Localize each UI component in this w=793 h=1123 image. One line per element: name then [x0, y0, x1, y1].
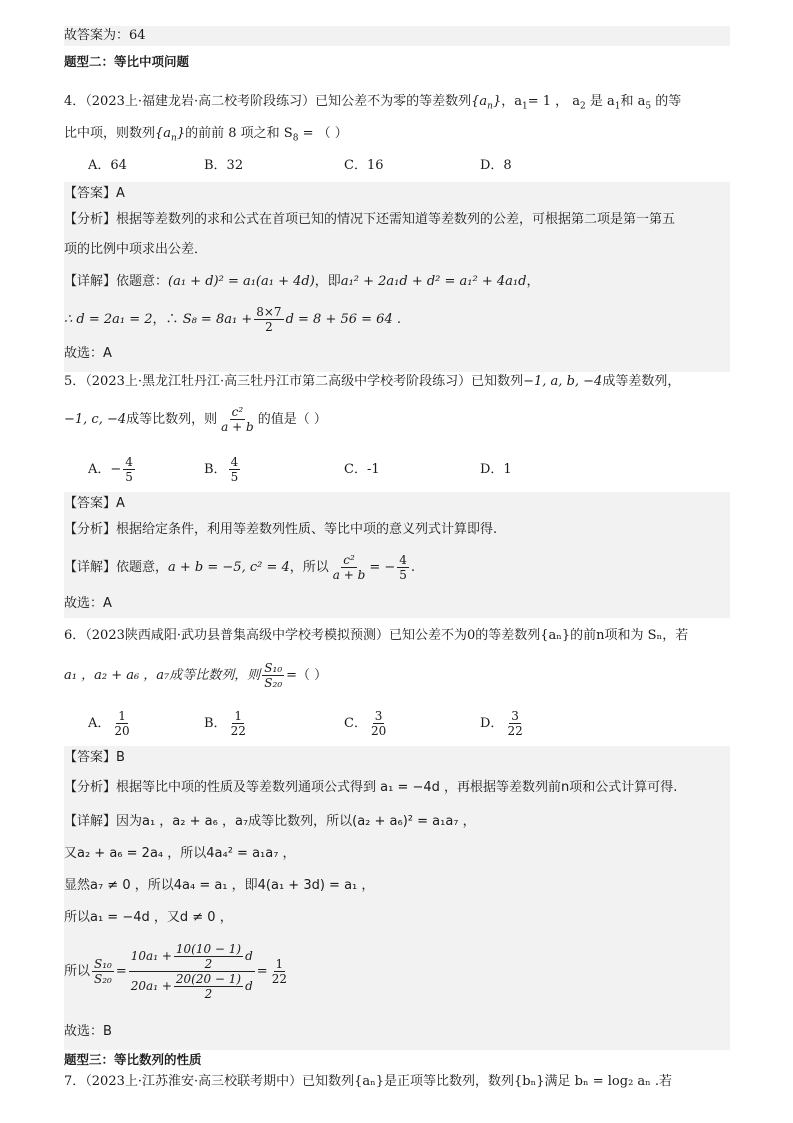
detail-line5: 所以 $\frac{\text{S₁₀}}{\text{S₂₀}}$ = 10a₁ + $\frac{10(10 - 1)}{2}$ d 20a₁ + $\frac{20(20 - 1)}{2}$ d = $\frac{1}{22}$: [64, 942, 287, 1001]
detail-line1: 【详解】因为a₁ ，a₂ + a₆ ，a₇成等比数列，所以(a₂ + a₆)² = a₁a₇ ，: [64, 814, 476, 829]
analysis-line2: 项的比例中项求出公差．: [64, 242, 208, 257]
option-b[interactable]: B．32: [204, 158, 244, 173]
answer-label: 【答案】A: [64, 496, 125, 511]
option-b[interactable]: B． $\frac{4}{5}$: [204, 455, 239, 484]
detail-line: 【详解】依题意，a + b = −5, c² = 4，所以 $\frac{\text{c²}}{a + b}$ = − $\frac{4}{5}$ .: [64, 553, 416, 582]
question-6-solution: [64, 746, 730, 1050]
question-6-line2: a₁ ，a₂ + a₆ ，a₇成等比数列，则 $\frac{\text{S₁₀}}{\text{S₂₀}}$ =（ ）: [64, 661, 328, 690]
option-c[interactable]: C．-1: [344, 462, 380, 477]
detail-line2: 又a₂ + a₆ = 2a₄ ，所以4a₄² = a₁a₇ ，: [64, 846, 296, 861]
option-c[interactable]: C． $\frac{3}{20}$: [344, 709, 387, 738]
section-title-3: 题型三：等比数列的性质: [64, 1052, 202, 1067]
question-4-options: [64, 156, 730, 176]
choose-line: 故选：A: [64, 596, 112, 611]
question-5-line1: 5．（2023上·黑龙江牡丹江·高三牡丹江市第二高级中学校考阶段练习）已知数列−1, a, b, −4成等差数列，: [64, 374, 681, 389]
question-7-line1: 7．（2023上·江苏淮安·高三校联考期中）已知数列{aₙ}是正项等比数列，数列{bₙ}满足 bₙ = log₂ aₙ .若: [64, 1074, 673, 1089]
question-5-solution: [64, 492, 730, 618]
detail-line1: 【详解】依题意：(a₁ + d)² = a₁(a₁ + 4d)，即a₁² + 2a₁d + d² = a₁² + 4a₁d，: [64, 274, 540, 289]
section-title-2: 题型二：等比中项问题: [64, 54, 190, 69]
detail-line4: 所以a₁ = −4d ，又d ≠ 0 ，: [64, 910, 233, 925]
question-6-options: [64, 706, 730, 742]
question-4-line1: 4．（2023上·福建龙岩·高二校考阶段练习）已知公差不为零的等差数列$\{a_n\}$，$a_1= 1$ ， $a_2$ 是 $a_1$和 $a_5$ 的等: [64, 94, 682, 112]
question-4-line2: 比中项，则数列$\{a_n\}$的前前 8 项之和 $S_8$ = （ ）: [64, 126, 348, 144]
option-b[interactable]: B． $\frac{1}{22}$: [204, 709, 246, 738]
analysis-line1: 【分析】根据等差数列的求和公式在首项已知的情况下还需知道等差数列的公差，可根据第二项是第一第五: [64, 212, 676, 227]
option-a[interactable]: A． $\frac{1}{20}$: [88, 709, 130, 738]
analysis-line: 【分析】根据等比中项的性质及等差数列通项公式得到 a₁ = −4d ，再根据等差数列前n项和公式计算可得.: [64, 780, 678, 795]
answer-label: 【答案】A: [64, 186, 125, 201]
question-5-line2: −1, c, −4成等比数列，则 $\frac{\text{c²}}{a + b}$ 的值是（ ）: [64, 405, 327, 434]
question-5-options: [64, 452, 730, 488]
option-a[interactable]: A．64: [88, 158, 127, 173]
question-6-line1: 6．（2023陕西咸阳·武功县普集高级中学校考模拟预测）已知公差不为0的等差数列{aₙ}的前n项和为 Sₙ，若: [64, 628, 689, 643]
option-d[interactable]: D． $\frac{3}{22}$: [480, 709, 523, 738]
analysis-line: 【分析】根据给定条件，利用等差数列性质、等比中项的意义列式计算即得.: [64, 522, 498, 537]
detail-line2: ∴ d = 2a₁ = 2，∴ S₈ = 8a₁ + $\frac{8\times 7}{2}$ d = 8 + 56 = 64 .: [64, 305, 401, 334]
choose-line: 故选：A: [64, 346, 112, 361]
question-4-solution: [64, 182, 730, 372]
option-a[interactable]: A．− $\frac{4}{5}$: [88, 455, 133, 484]
option-c[interactable]: C．16: [344, 158, 384, 173]
choose-line: 故选：B: [64, 1024, 112, 1039]
option-d[interactable]: D．8: [480, 158, 512, 173]
detail-line3: 显然a₇ ≠ 0 ，所以4a₄ = a₁ ，即4(a₁ + 3d) = a₁ ，: [64, 878, 375, 893]
option-d[interactable]: D．1: [480, 462, 512, 477]
previous-answer: 故答案为：64: [64, 26, 730, 46]
answer-label: 【答案】B: [64, 750, 125, 765]
